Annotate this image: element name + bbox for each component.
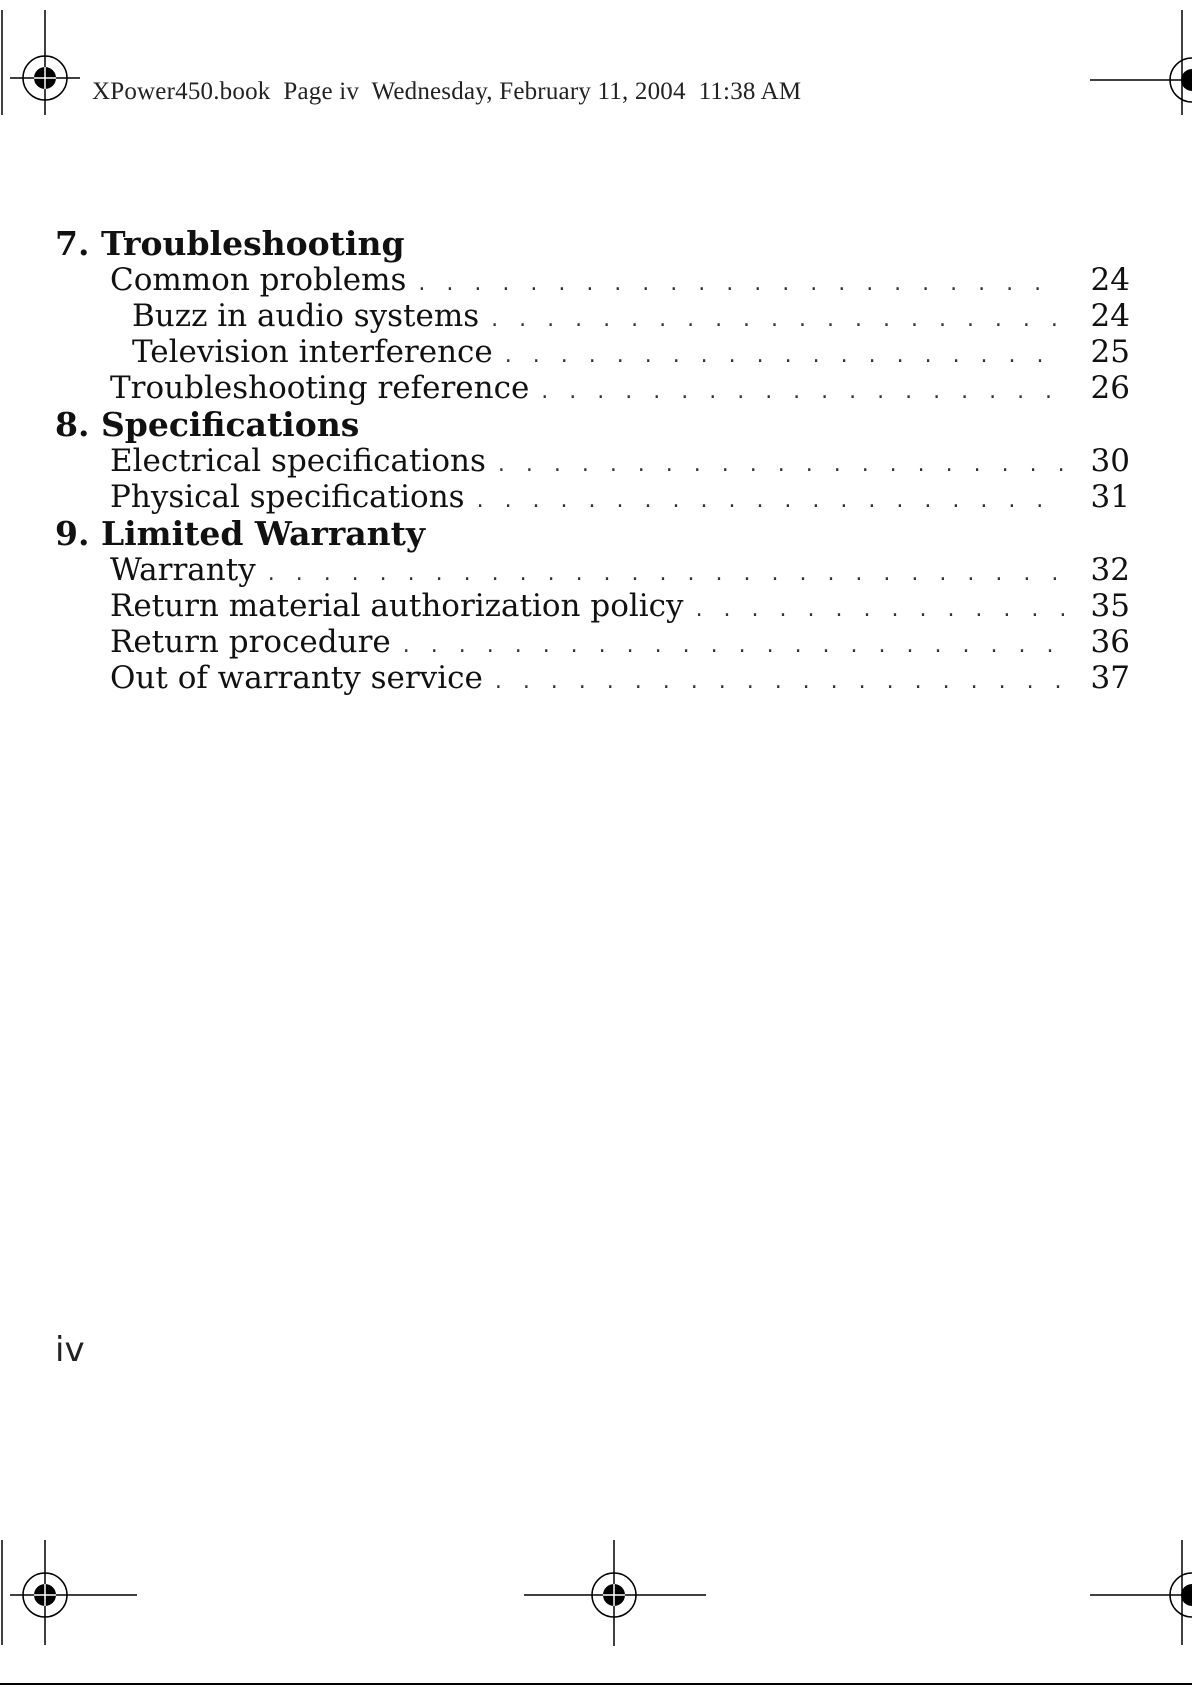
toc-entry[interactable] xyxy=(55,370,1130,406)
dot-leader xyxy=(505,338,1064,374)
toc-entry-label: Physical specifications xyxy=(110,479,465,515)
registration-mark-top-right-icon xyxy=(1090,0,1192,120)
registration-mark-top-left-icon xyxy=(0,0,80,120)
toc-section-title: 7. Troubleshooting xyxy=(55,224,405,263)
dot-leader xyxy=(268,556,1064,592)
toc-entry-page: 37 xyxy=(1090,660,1130,696)
toc-entry[interactable] xyxy=(55,334,1130,370)
toc-entry-page: 26 xyxy=(1090,370,1130,406)
toc-entry-page: 31 xyxy=(1090,479,1130,515)
toc-entry[interactable] xyxy=(55,298,1130,334)
toc-entry-label: Troubleshooting reference xyxy=(110,370,530,406)
dot-leader xyxy=(541,374,1064,410)
dot-leader xyxy=(495,664,1064,700)
dot-leader xyxy=(418,266,1064,302)
dot-leader xyxy=(491,302,1064,338)
toc-entry-page: 24 xyxy=(1090,262,1130,298)
toc-entry[interactable] xyxy=(55,262,1130,298)
table-of-contents xyxy=(55,225,1130,696)
toc-entry[interactable] xyxy=(55,624,1130,660)
dot-leader xyxy=(696,592,1064,628)
dot-leader xyxy=(403,628,1064,664)
toc-section-title: 9. Limited Warranty xyxy=(55,514,426,553)
toc-entry-page: 25 xyxy=(1090,334,1130,370)
toc-entry-label: Television interference xyxy=(132,334,493,370)
toc-entry-label: Return material authorization policy xyxy=(110,588,684,624)
page-number: iv xyxy=(55,1330,85,1370)
toc-entry-page: 36 xyxy=(1090,624,1130,660)
toc-entry[interactable] xyxy=(55,660,1130,696)
toc-entry-label: Buzz in audio systems xyxy=(132,298,480,334)
toc-entry[interactable] xyxy=(55,552,1130,588)
toc-entry[interactable] xyxy=(55,588,1130,624)
toc-entry[interactable] xyxy=(55,443,1130,479)
toc-entry-page: 30 xyxy=(1090,443,1130,479)
toc-entry-label: Warranty xyxy=(110,552,256,588)
print-slug-line: XPower450.book Page iv Wednesday, February 11, 2004 11:38 AM xyxy=(92,78,802,105)
registration-mark-bottom-left-icon xyxy=(0,1540,140,1685)
toc-entry-label: Out of warranty service xyxy=(110,660,483,696)
toc-entry-label: Return procedure xyxy=(110,624,391,660)
registration-mark-bottom-right-icon xyxy=(1090,1540,1192,1660)
toc-entry-label: Electrical specifications xyxy=(110,443,486,479)
toc-entry-page: 35 xyxy=(1090,588,1130,624)
dot-leader xyxy=(498,447,1064,483)
toc-entry-page: 24 xyxy=(1090,298,1130,334)
registration-mark-bottom-center-icon xyxy=(520,1540,710,1655)
toc-section-title: 8. Specifications xyxy=(55,405,360,444)
toc-entry[interactable] xyxy=(55,479,1130,515)
toc-entry-label: Common problems xyxy=(110,262,407,298)
dot-leader xyxy=(477,483,1064,519)
toc-entry-page: 32 xyxy=(1090,552,1130,588)
